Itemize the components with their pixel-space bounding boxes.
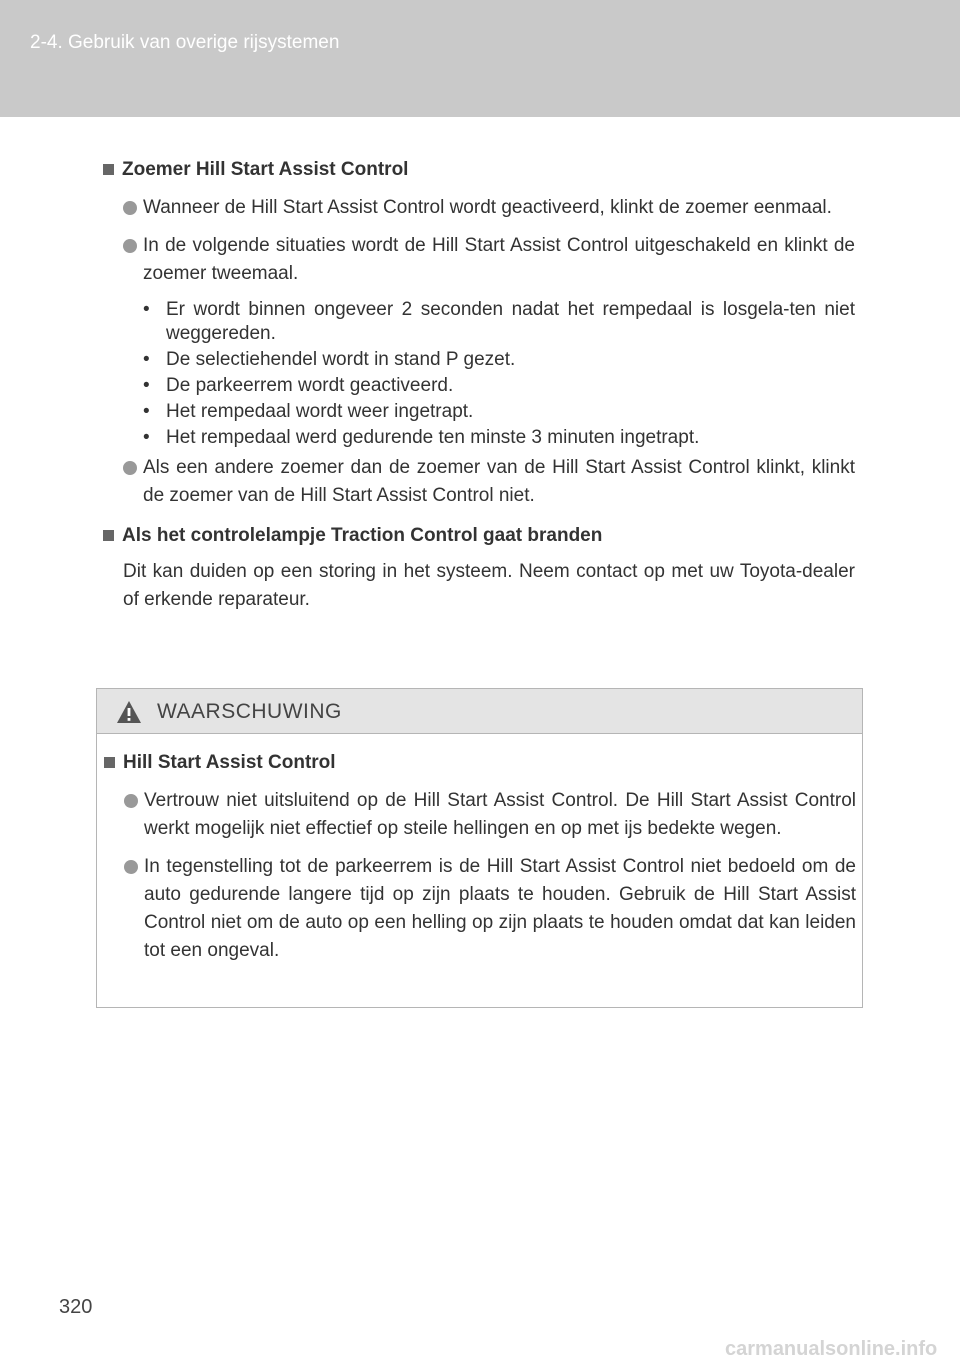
list-item <box>103 232 855 288</box>
list-item-text: Wanneer de Hill Start Assist Control wordt geactiveerd, klinkt de zoemer eenmaal. <box>143 197 832 218</box>
sub-list-item <box>143 426 855 450</box>
square-bullet-icon <box>103 164 114 175</box>
list-item <box>103 194 855 222</box>
warning-item <box>104 853 856 965</box>
circle-bullet-icon <box>123 461 137 475</box>
section-paragraph: Dit kan duiden op een storing in het systeem. Neem contact op met uw Toyota-dealer of erkende reparateur. <box>123 561 855 610</box>
sub-list-item <box>143 400 855 424</box>
warning-title: WAARSCHUWING <box>157 700 342 723</box>
main-content <box>103 156 855 614</box>
sub-list-item <box>143 348 855 372</box>
bullet-dot-icon: • <box>143 349 150 370</box>
warning-item-text: In tegenstelling tot de parkeerrem is de Hill Start Assist Control niet bedoeld om de auto gedurende langere tijd op zijn plaats te houden. Gebruik de Hill Start Assist Control niet om de auto op een helling op zijn plaats te houden omdat dat kan leiden tot een ongeval. <box>144 856 856 961</box>
list-item-text: In de volgende situaties wordt de Hill Start Assist Control uitgeschakeld en klinkt de zoemer tweemaal. <box>143 235 855 284</box>
sub-list-item-text: De selectiehendel wordt in stand P gezet. <box>166 349 516 370</box>
warning-item-text: Vertrouw niet uitsluitend op de Hill Start Assist Control. De Hill Start Assist Control werkt mogelijk niet effectief op steile hellingen en op met ijs bedekte wegen. <box>144 790 856 839</box>
sub-list-item <box>143 374 855 398</box>
sub-list <box>103 298 855 450</box>
circle-bullet-icon <box>124 794 138 808</box>
warning-heading-text: Hill Start Assist Control <box>123 752 336 773</box>
sub-list-item-text: Het rempedaal wordt weer ingetrapt. <box>166 401 474 422</box>
list-item-text: Als een andere zoemer dan de zoemer van de Hill Start Assist Control klinkt, klinkt de zoemer van de Hill Start Assist Control niet. <box>143 457 855 506</box>
circle-bullet-icon <box>123 239 137 253</box>
sub-list-item-text: Het rempedaal werd gedurende ten minste 3 minuten ingetrapt. <box>166 427 700 448</box>
warning-body <box>104 749 856 965</box>
warning-heading <box>104 749 856 777</box>
bullet-dot-icon: • <box>143 375 150 396</box>
sub-list-item-text: De parkeerrem wordt geactiveerd. <box>166 375 454 396</box>
section-heading-text: Als het controlelampje Traction Control gaat branden <box>122 525 603 546</box>
section-heading-text: Zoemer Hill Start Assist Control <box>122 159 409 180</box>
circle-bullet-icon <box>124 860 138 874</box>
section-heading <box>103 522 855 550</box>
section-heading <box>103 156 855 184</box>
chapter-title: 2-4. Gebruik van overige rijsystemen <box>30 32 340 53</box>
warning-box <box>96 688 863 1008</box>
circle-bullet-icon <box>123 201 137 215</box>
bullet-dot-icon: • <box>143 299 150 320</box>
square-bullet-icon <box>104 757 115 768</box>
warning-triangle-icon <box>116 700 142 724</box>
list-item <box>103 454 855 510</box>
chapter-header <box>0 0 960 117</box>
warning-item <box>104 787 856 843</box>
warning-header <box>97 689 862 734</box>
bullet-dot-icon: • <box>143 401 150 422</box>
watermark: carmanualsonline.info <box>725 1338 938 1360</box>
page-number: 320 <box>59 1296 93 1318</box>
bullet-dot-icon: • <box>143 427 150 448</box>
square-bullet-icon <box>103 530 114 541</box>
sub-list-item <box>143 298 855 346</box>
sub-list-item-text: Er wordt binnen ongeveer 2 seconden nadat het rempedaal is losgela-ten niet weggereden. <box>166 299 855 344</box>
